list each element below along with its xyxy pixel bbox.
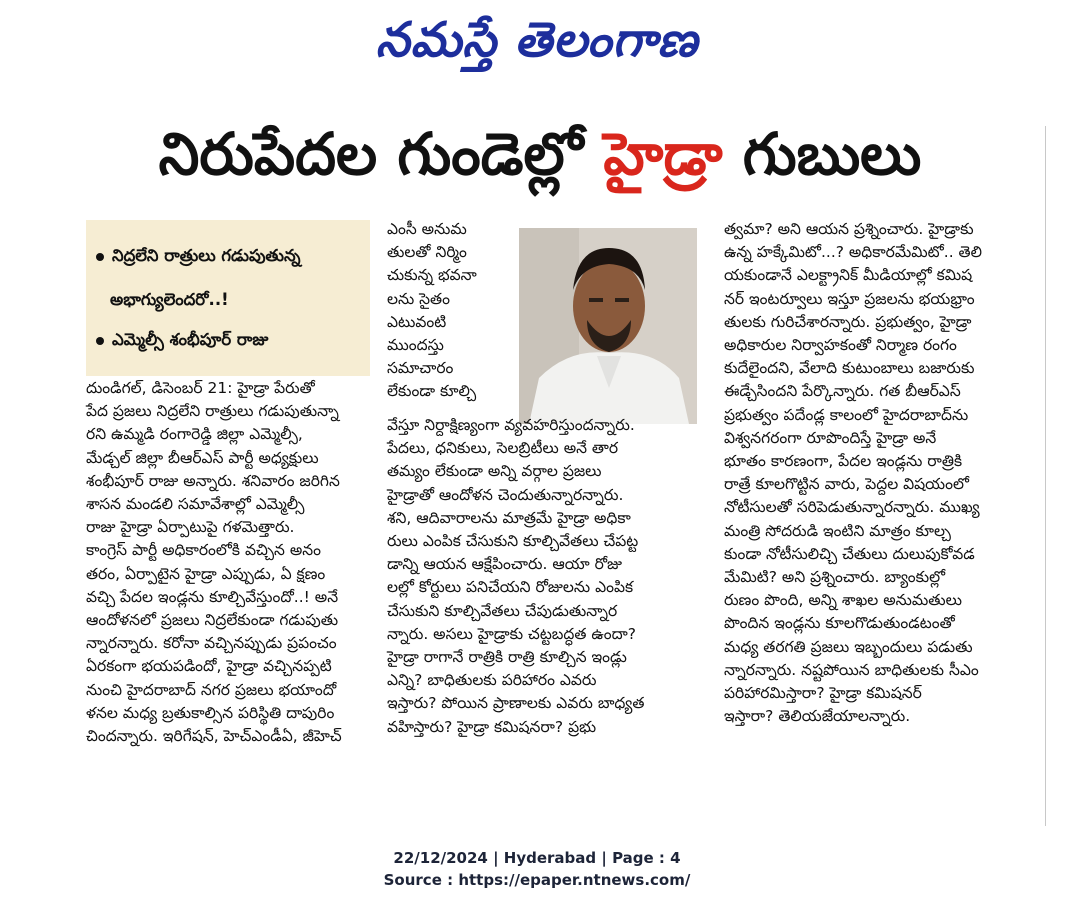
text-line: చేసుకుని కూల్చివేతలు చేపుడుతున్నార: [387, 601, 618, 620]
headline-part1: నిరుపేదల గుండెల్లో: [158, 120, 604, 188]
text-line: తరం, ఏర్పాటైన హైడ్రా ఎప్పుడు, ఏ క్షణం: [86, 564, 326, 583]
text-line: తులకు గురిచేశారన్నారు. ప్రభుత్వం, హైడ్రా: [724, 312, 972, 331]
text-line: సమాచారం: [387, 359, 454, 378]
text-line: న్నారు. అసలు హైడ్రాకు చట్టబద్ధత ఉందా?: [387, 624, 636, 643]
headline-highlight: హైడ్రా: [603, 120, 723, 188]
text-line: శని, ఆదివారాలను మాత్రమే హైడ్రా అధికా: [387, 508, 631, 527]
summary-bullet-2: ఎమ్మెల్సీ శంభీపూర్ రాజు: [96, 328, 268, 352]
text-line: వచ్చి పేదల ఇండ్లను కూల్చివేస్తుందో..! అనే: [86, 587, 339, 606]
text-line: భూతం కారణంగా, పేదల ఇండ్లను రాత్రికి: [724, 452, 963, 471]
text-line: విశ్వనగరంగా రూపొందిస్తే హైడ్రా అనే: [724, 428, 937, 447]
text-line: ప్రభుత్వం పదేండ్ల కాలంలో హైదరాబాద్‌ను: [724, 405, 969, 424]
text-line: రని ఉమ్మడి రంగారెడ్డి జిల్లా ఎమ్మెల్సీ,: [86, 425, 303, 444]
text-line: ఆందోళనలో ప్రజలు నిద్రలేకుండా గడుపుతు: [86, 611, 339, 630]
text-line: రాజు హైడ్రా ఏర్పాటుపై గళమెత్తారు.: [86, 518, 295, 537]
text-line: లేకుండా కూల్చి: [387, 382, 477, 401]
summary-line-2: అభాగ్యులెందరో..!: [110, 290, 229, 309]
text-line: ఈడ్చేసిందని పేర్కొన్నారు. గత బీఆర్ఎస్: [724, 382, 961, 401]
text-line: వేస్తూ నిర్దాక్షిణ్యంగా వ్యవహరిస్తుందన్నారు.: [387, 416, 635, 434]
portrait-image: [519, 228, 697, 424]
newspaper-logo: నమస్తే తెలంగాణ: [375, 12, 699, 68]
text-line: పేద ప్రజలు నిద్రలేని రాత్రులు గడుపుతున్నా: [86, 402, 339, 421]
text-line: కుండా నోటీసులిచ్చి చేతులు దులుపుకోవడ: [724, 544, 975, 563]
text-line: ఎంసీ అనుమ: [387, 220, 467, 238]
text-line: ఏరకంగా భయపడిందో, హైడ్రా వచ్చినప్పటి: [86, 657, 332, 676]
text-line: వహిస్తారు? హైడ్రా కమిషనరా? ప్రభు: [387, 717, 597, 736]
text-line: ఎన్ని? బాధితులకు పరిహారం ఎవరు: [387, 671, 597, 690]
summary-box: [86, 220, 370, 376]
text-line: ఉన్న హక్కేమిటో...? అధికారమేమిటో.. తెలి: [724, 243, 982, 262]
text-line: రులు ఎంపిక చేసుకుని కూల్చివేతలు చేపట్ట: [387, 532, 639, 551]
article-column-2: [387, 414, 712, 739]
text-line: మేడ్చల్ జిల్లా బీఆర్ఎస్ పార్టీ అధ్యక్షులు: [86, 448, 319, 467]
article-column-1: [86, 377, 376, 748]
page-footer: [0, 847, 1074, 891]
text-line: హైడ్రా రాగానే రాత్రికి రాత్రి కూల్చిన ఇండ్లు: [387, 648, 627, 667]
text-line: మంత్రి సోదరుడి ఇంటిని మాత్రం కూల్చ: [724, 521, 951, 540]
headline: [60, 104, 1020, 204]
text-line: కుదేలైందని, వేలాది కుటుంబాలు బజారుకు: [724, 359, 975, 378]
text-line: త్వమా? అని ఆయన ప్రశ్నించారు. హైడ్రాకు: [724, 220, 974, 238]
text-line: మధ్య తరగతి ప్రజలు ఇబ్బందులు పడుతు: [724, 637, 973, 656]
text-line: ఎటువంటి: [387, 312, 447, 331]
text-line: యకుండానే ఎలక్ట్రానిక్ మీడియాల్లో కమిష: [724, 266, 973, 285]
text-line: ఇస్తారు? పోయిన ప్రాణాలకు ఎవరు బాధ్యత: [387, 694, 645, 713]
text-line: అధికారుల నిర్వాహకంతో నిర్మాణ రంగం: [724, 336, 957, 355]
bullet-icon: [96, 337, 104, 345]
text-line: పరిహారమిస్తారా? హైడ్రా కమిషనర్: [724, 684, 922, 703]
text-line: నర్ ఇంటర్వూలు ఇస్తూ ప్రజలను భయభ్రాం: [724, 289, 975, 308]
text-line: రాత్రే కూలగొట్టిన వారు, పెద్దల విషయంలో: [724, 475, 969, 494]
text-line: ఇస్తారా? తెలియజేయాలన్నారు.: [724, 707, 911, 726]
text-line: లల్లో కోర్టులు పనిచేయని రోజులను ఎంపిక: [387, 578, 634, 597]
text-line: న్నారన్నారు. కరోనా వచ్చినప్పుడు ప్రపంచం: [86, 634, 337, 653]
headline-part2: గుబులు: [722, 120, 922, 188]
text-line: శంభీపూర్ రాజు అన్నారు. శనివారం జరిగిన: [86, 471, 340, 490]
mlc-portrait-photo: [519, 228, 697, 424]
text-line: ళనల మధ్య బ్రతుకాల్సిన పరిస్థితి దాపురిం: [86, 703, 335, 722]
text-line: నుంచి హైదరాబాద్ నగర ప్రజలు భయాందో: [86, 680, 337, 699]
text-line: రుణం పొంది, అన్ని శాఖల అనుమతులు: [724, 591, 963, 610]
text-line: మేమిటి? అని ప్రశ్నించారు. బ్యాంకుల్లో: [724, 568, 946, 587]
text-line: కాంగ్రెస్ పార్టీ అధికారంలోకి వచ్చిన అనం: [86, 541, 322, 560]
bullet-icon: [96, 253, 104, 261]
page-edge-rule: [1045, 126, 1046, 826]
masthead: [0, 0, 1074, 86]
text-line: తమ్యం లేకుండా అన్ని వర్గాల ప్రజలు: [387, 462, 602, 481]
source-link[interactable]: Source : https://epaper.ntnews.com/: [383, 871, 691, 889]
text-line: లను సైతం: [387, 289, 450, 308]
text-line: చుకున్న భవనా: [387, 266, 477, 285]
summary-bullet-1: నిద్రలేని రాత్రులు గడుపుతున్న: [96, 244, 300, 268]
text-line: డాన్ని ఆయన ఆక్షేపించారు. ఆయా రోజు: [387, 555, 623, 574]
text-line: ముందస్తు: [387, 336, 444, 355]
text-line: పేదలు, ధనికులు, సెలబ్రిటీలు అనే తార: [387, 439, 619, 458]
article-column-2-top: [387, 218, 512, 404]
text-line: చిందన్నారు. ఇరిగేషన్, హెచ్ఎండీఏ, జీహెచ్: [86, 727, 342, 746]
article-column-3: [724, 218, 1044, 728]
text-line: న్నారన్నారు. నష్టపోయిన బాధితులకు సీఎం: [724, 660, 979, 679]
text-line: శాసన మండలి సమావేశాల్లో ఎమ్మెల్సీ: [86, 495, 305, 514]
text-line: హైడ్రాతో ఆందోళన చెందుతున్నారన్నారు.: [387, 485, 624, 504]
text-line: నోటీసులతో సరిపెడుతున్నారన్నారు. ముఖ్య: [724, 498, 980, 517]
text-line: పొందిన ఇండ్లను కూలగొడుతుండటంతో: [724, 614, 955, 633]
text-line: తులతో నిర్మిం: [387, 243, 467, 262]
text-line: దుండిగల్, డిసెంబర్ 21: హైడ్రా పేరుతో: [86, 379, 315, 397]
edition-info: 22/12/2024 | Hyderabad | Page : 4: [393, 849, 681, 867]
